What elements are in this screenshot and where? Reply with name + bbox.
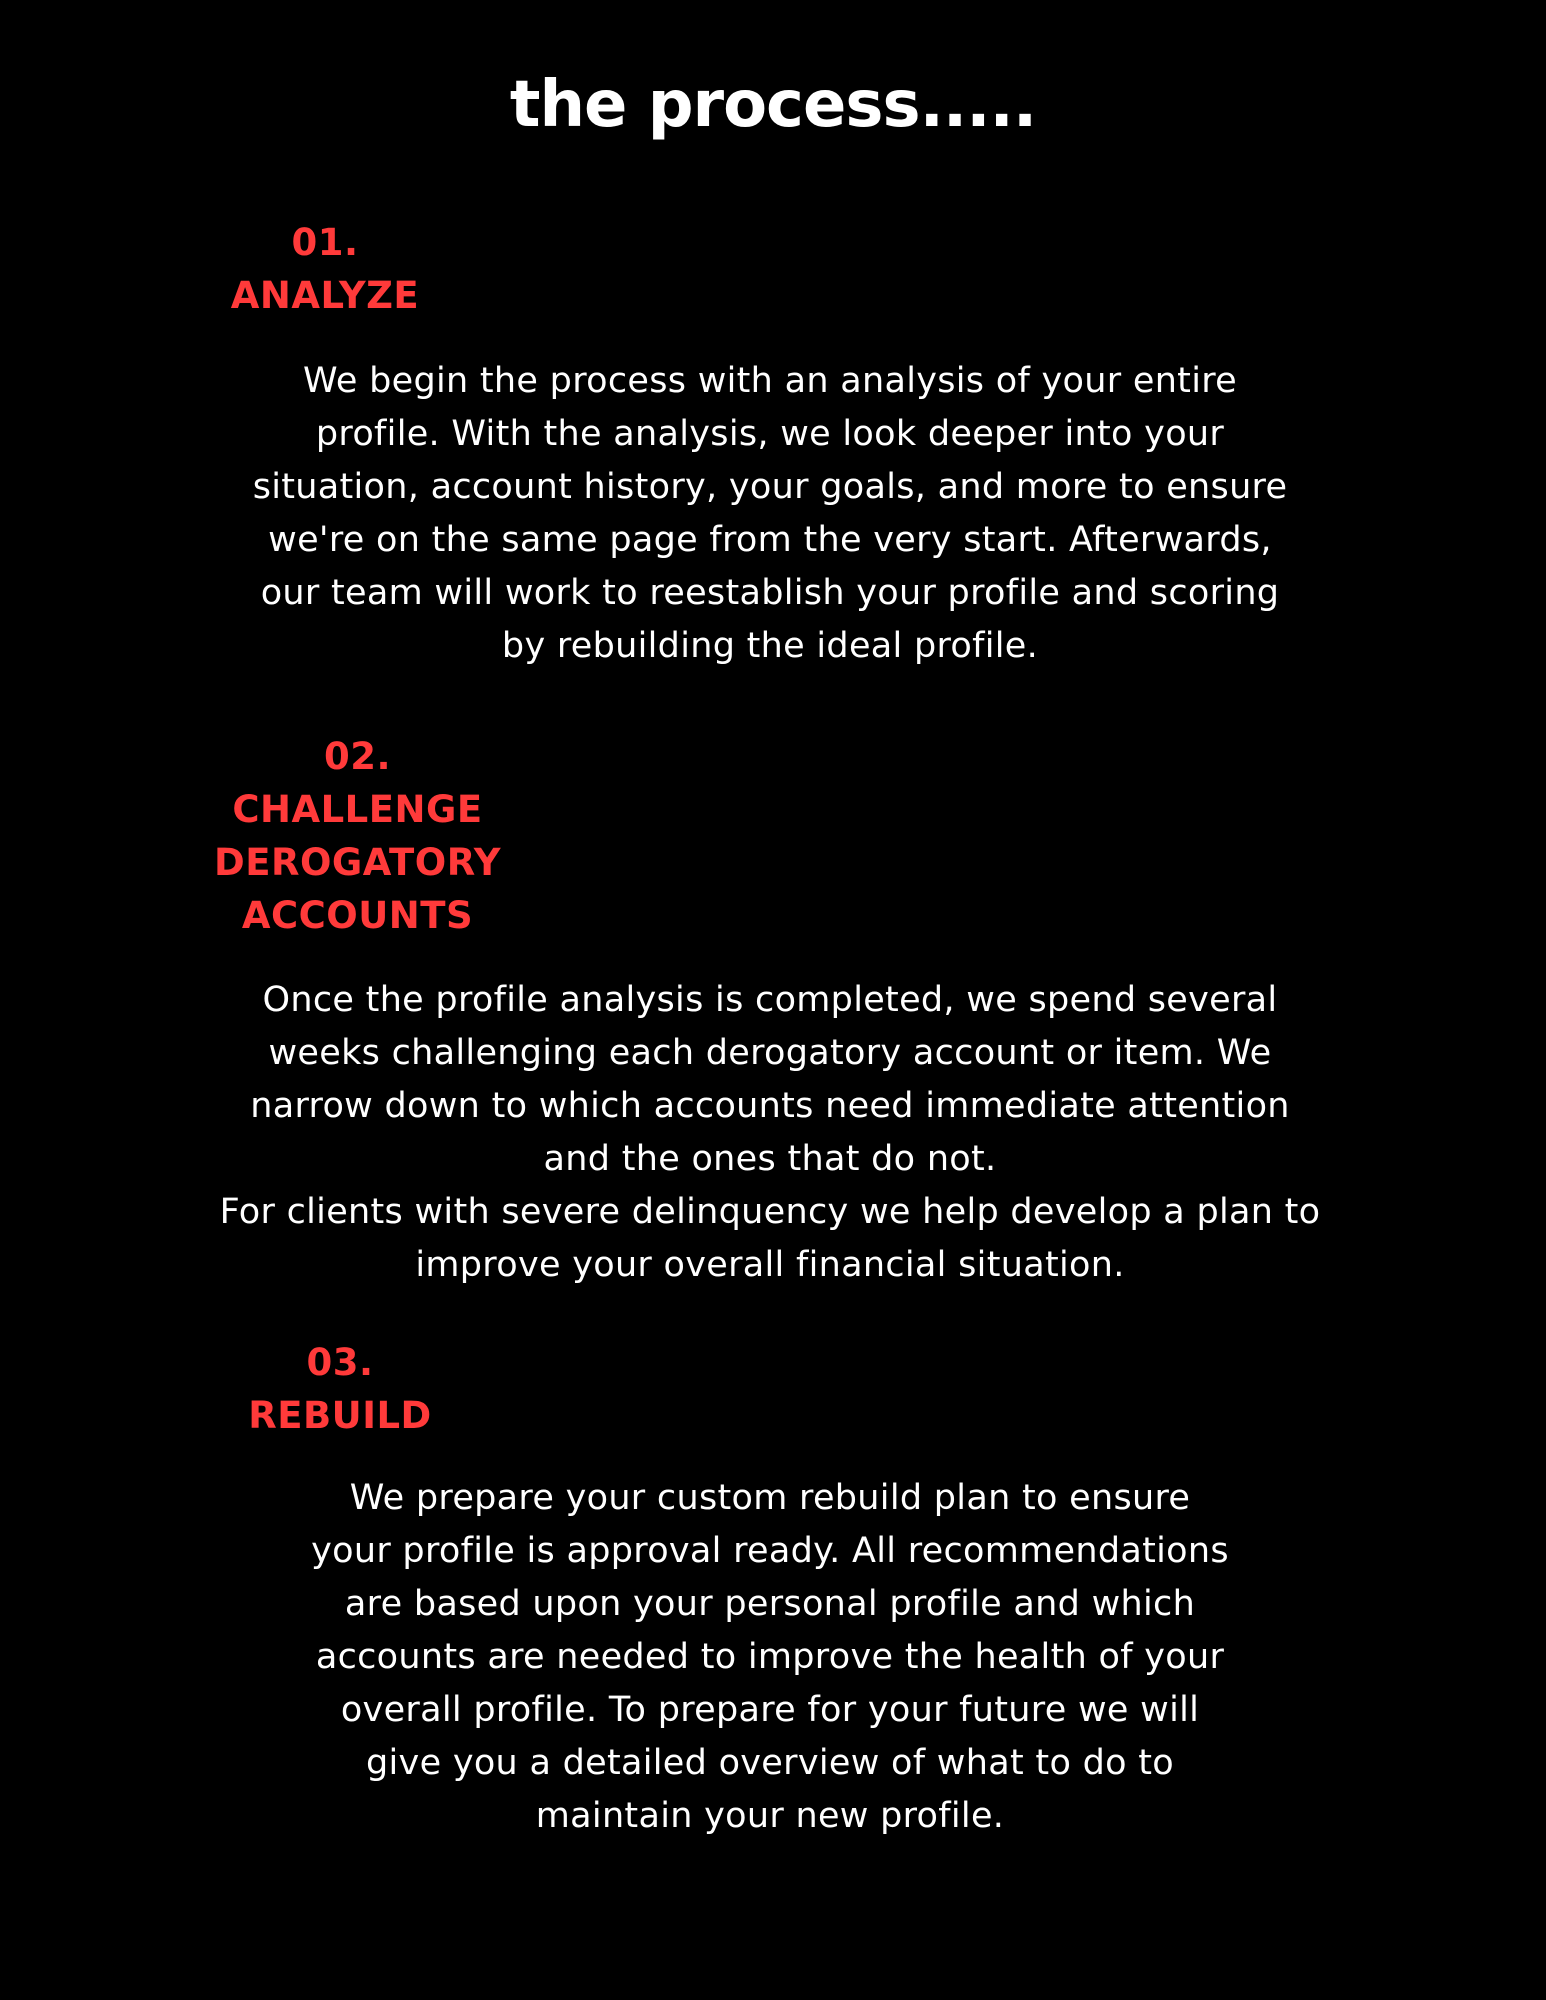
step-3-heading	[225, 1336, 455, 1442]
step-2-heading	[200, 730, 515, 942]
step-3-number: 03.	[306, 1341, 374, 1384]
step-2-line: improve your overall financial situation.	[415, 1245, 1125, 1285]
step-2-line: Once the profile analysis is completed, we spend several	[262, 980, 1278, 1020]
step-3-line: overall profile. To prepare for your future we will	[340, 1690, 1200, 1730]
step-2-name-line: ACCOUNTS	[241, 894, 474, 937]
step-1-line: we're on the same page from the very start. Afterwards,	[268, 520, 1272, 560]
step-3-line: are based upon your personal profile and which	[344, 1584, 1196, 1624]
step-2-name-line: CHALLENGE	[232, 788, 483, 831]
step-3-line: We prepare your custom rebuild plan to ensure	[349, 1478, 1191, 1518]
step-3-line: maintain your new profile.	[535, 1796, 1005, 1836]
step-2-line: narrow down to which accounts need immediate attention	[250, 1086, 1290, 1126]
step-3-name: REBUILD	[248, 1394, 432, 1437]
step-1-line: We begin the process with an analysis of your entire	[303, 361, 1237, 401]
step-1-line: our team will work to reestablish your profile and scoring	[260, 573, 1280, 613]
page-title: the process.....	[509, 68, 1037, 142]
step-3-line: accounts are needed to improve the health of your	[315, 1637, 1225, 1677]
step-1-heading	[200, 216, 450, 322]
step-1-description	[150, 355, 1390, 673]
step-3-line: your profile is approval ready. All recommendations	[311, 1531, 1229, 1571]
step-2-name-line: DEROGATORY	[213, 841, 502, 884]
step-1-name: ANALYZE	[230, 274, 420, 317]
step-2-line: and the ones that do not.	[543, 1139, 997, 1179]
step-1-line: situation, account history, your goals, and more to ensure	[252, 467, 1288, 507]
step-2-description	[150, 974, 1390, 1292]
step-2-line: weeks challenging each derogatory account or item. We	[268, 1033, 1272, 1073]
step-3-description	[150, 1472, 1390, 1843]
step-3-line: give you a detailed overview of what to do to	[366, 1743, 1174, 1783]
step-2-number: 02.	[323, 735, 392, 778]
step-1-number: 01.	[291, 221, 359, 264]
step-1-line: profile. With the analysis, we look deeper into your	[315, 414, 1225, 454]
step-1-line: by rebuilding the ideal profile.	[501, 626, 1039, 666]
step-2-line: For clients with severe delinquency we help develop a plan to	[219, 1192, 1321, 1232]
